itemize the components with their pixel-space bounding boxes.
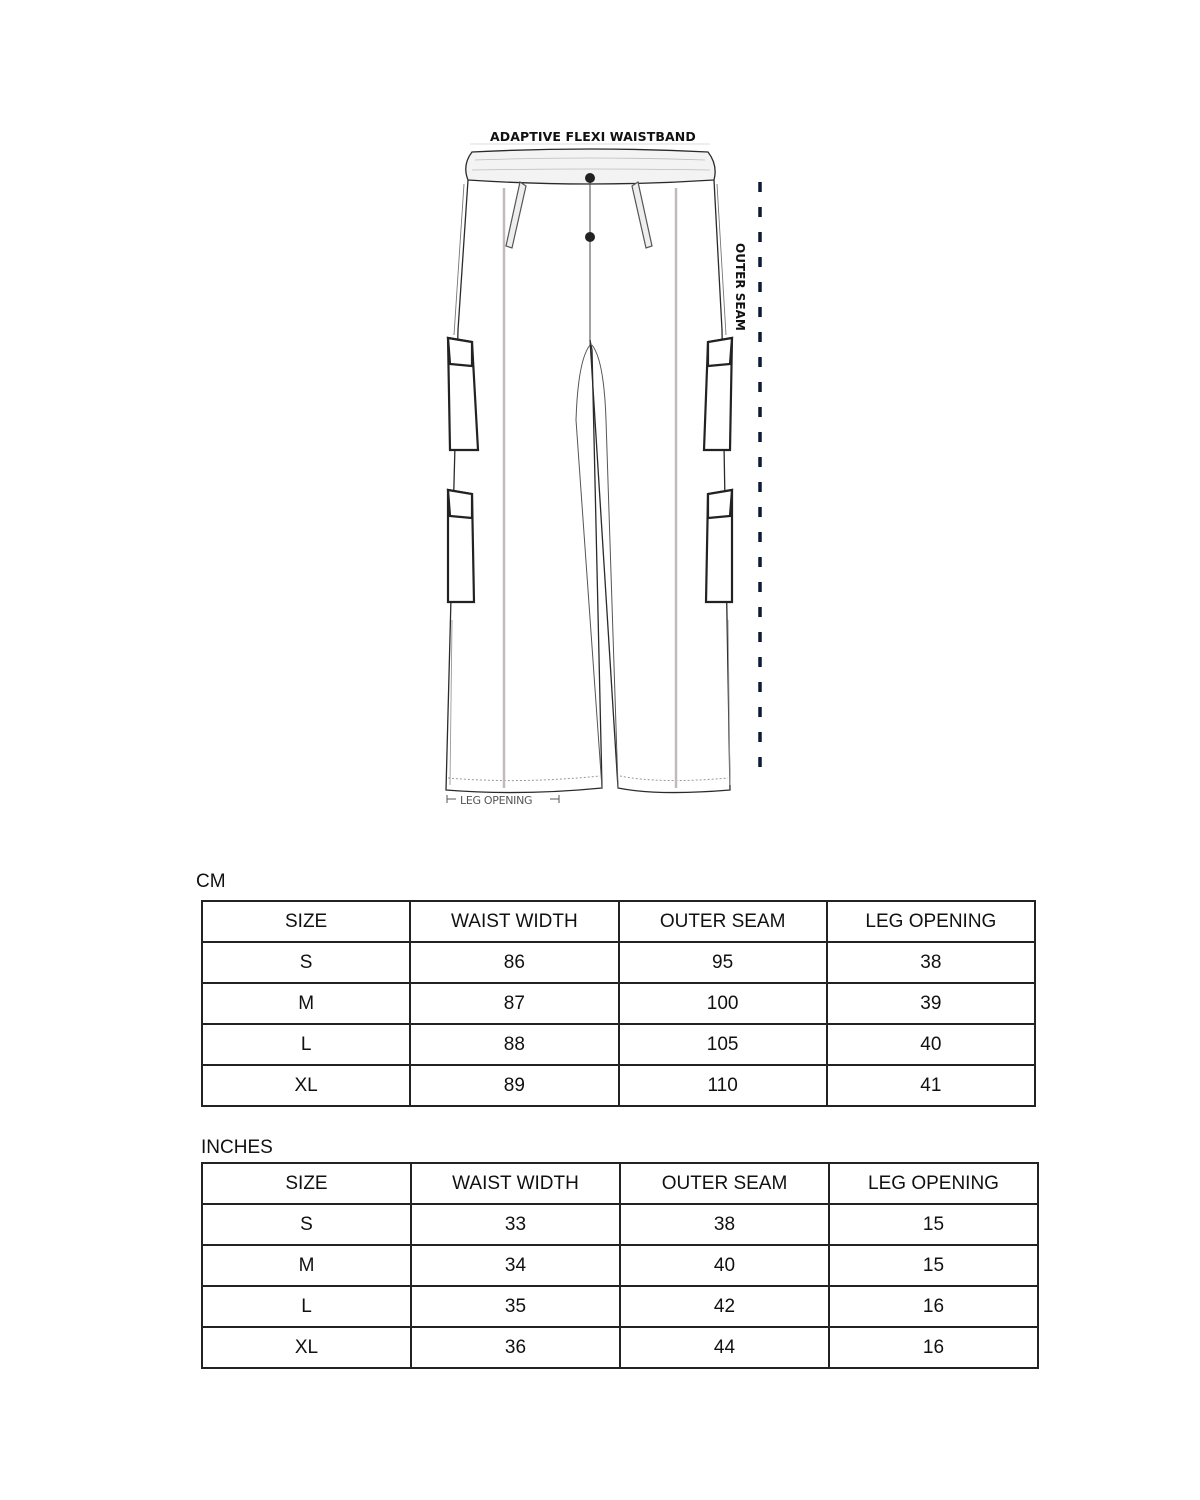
table-cell: 40 xyxy=(827,1024,1035,1065)
right-leg-outline xyxy=(590,180,730,793)
table-header-row xyxy=(202,901,1035,942)
table-cell: 87 xyxy=(410,983,618,1024)
table-row xyxy=(202,1286,1038,1327)
column-header: WAIST WIDTH xyxy=(410,901,618,942)
table-header-row xyxy=(202,1163,1038,1204)
table-cell: 105 xyxy=(619,1024,827,1065)
table-cell: 39 xyxy=(827,983,1035,1024)
cm-table-title: CM xyxy=(196,871,226,892)
column-header: LEG OPENING xyxy=(829,1163,1038,1204)
fly-button xyxy=(585,232,595,242)
table-cell: 44 xyxy=(620,1327,829,1368)
table-row xyxy=(202,983,1035,1024)
inches-table-title: INCHES xyxy=(201,1137,273,1158)
table-cell: 16 xyxy=(829,1327,1038,1368)
table-cell: XL xyxy=(202,1065,410,1106)
table-cell: 88 xyxy=(410,1024,618,1065)
table-cell: 36 xyxy=(411,1327,620,1368)
table-cell: 42 xyxy=(620,1286,829,1327)
table-cell: 15 xyxy=(829,1245,1038,1286)
table-cell: 40 xyxy=(620,1245,829,1286)
waistband-button xyxy=(585,173,595,183)
waistband-label: ADAPTIVE FLEXI WAISTBAND xyxy=(490,129,696,144)
table-cell: S xyxy=(202,1204,411,1245)
leg-opening-label: LEG OPENING xyxy=(460,794,533,807)
table-cell: L xyxy=(202,1286,411,1327)
column-header: SIZE xyxy=(202,901,410,942)
table-cell: 86 xyxy=(410,942,618,983)
table-row xyxy=(202,1327,1038,1368)
column-header: OUTER SEAM xyxy=(619,901,827,942)
column-header: OUTER SEAM xyxy=(620,1163,829,1204)
table-cell: S xyxy=(202,942,410,983)
column-header: WAIST WIDTH xyxy=(411,1163,620,1204)
table-cell: 95 xyxy=(619,942,827,983)
table-row xyxy=(202,942,1035,983)
table-row xyxy=(202,1065,1035,1106)
table-cell: M xyxy=(202,1245,411,1286)
table-row xyxy=(202,1204,1038,1245)
table-cell: M xyxy=(202,983,410,1024)
table-cell: 15 xyxy=(829,1204,1038,1245)
pants-diagram xyxy=(400,120,820,820)
table-cell: 33 xyxy=(411,1204,620,1245)
cm-size-table xyxy=(201,900,1036,1107)
inches-size-table xyxy=(201,1162,1039,1369)
outer-seam-label: OUTER SEAM xyxy=(733,243,747,331)
table-cell: XL xyxy=(202,1327,411,1368)
table-cell: 38 xyxy=(827,942,1035,983)
left-leg-outline xyxy=(446,180,602,793)
table-cell: 35 xyxy=(411,1286,620,1327)
table-cell: 34 xyxy=(411,1245,620,1286)
table-row xyxy=(202,1024,1035,1065)
table-cell: L xyxy=(202,1024,410,1065)
column-header: SIZE xyxy=(202,1163,411,1204)
table-cell: 100 xyxy=(619,983,827,1024)
table-row xyxy=(202,1245,1038,1286)
table-cell: 38 xyxy=(620,1204,829,1245)
table-cell: 89 xyxy=(410,1065,618,1106)
table-cell: 110 xyxy=(619,1065,827,1106)
table-cell: 16 xyxy=(829,1286,1038,1327)
pants-sketch xyxy=(400,120,820,820)
table-cell: 41 xyxy=(827,1065,1035,1106)
column-header: LEG OPENING xyxy=(827,901,1035,942)
